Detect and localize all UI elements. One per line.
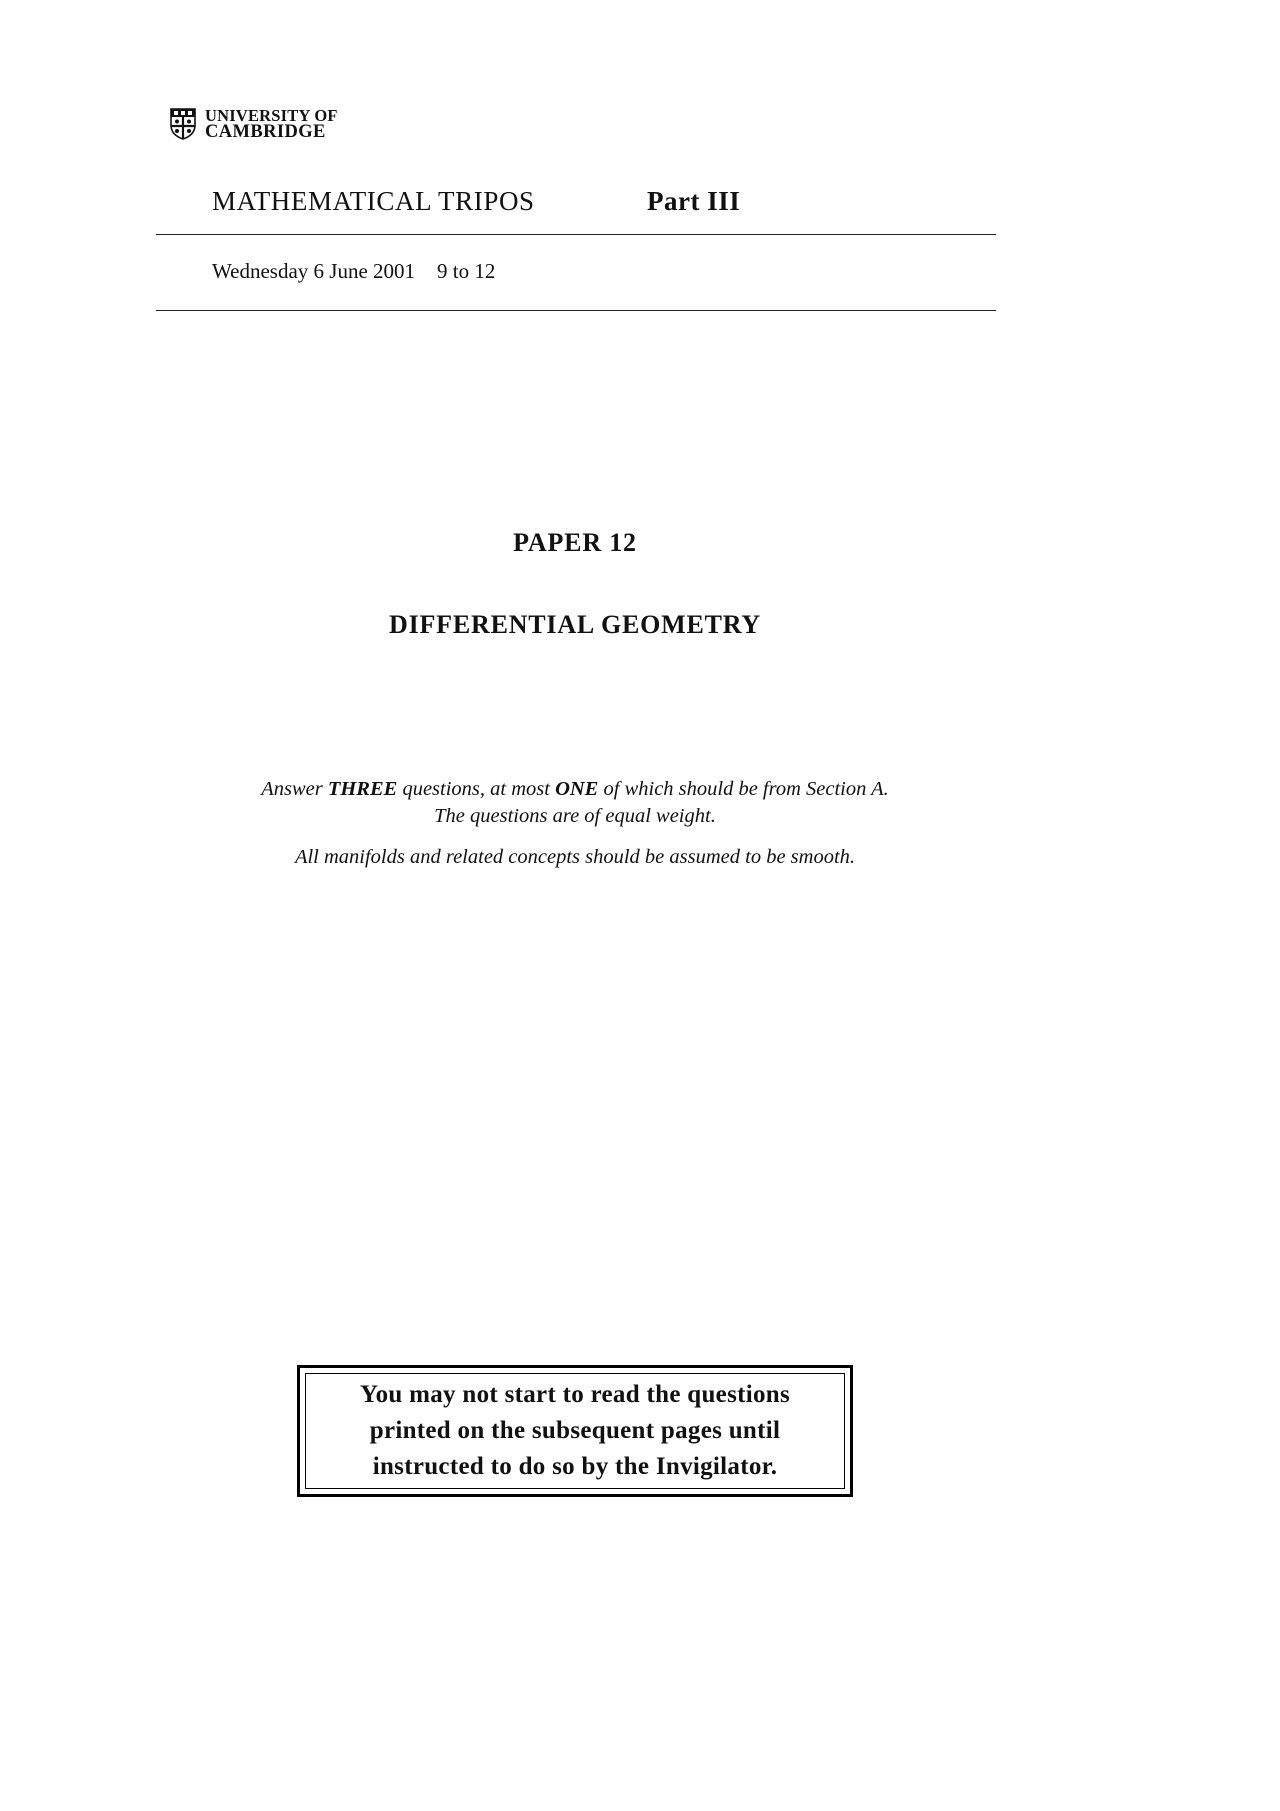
university-logo (170, 104, 338, 144)
university-crest-icon (170, 108, 196, 140)
instruction-line-3: All manifolds and related concepts should be assumed to be smooth. (294, 846, 856, 868)
invigilator-notice-inner (305, 1373, 845, 1489)
instruction-line-2: The questions are of equal weight. (434, 805, 716, 827)
exam-date: Wednesday 6 June 2001 (212, 259, 416, 283)
header-rule-top (156, 234, 996, 235)
instruction-line-1 (0, 778, 1150, 801)
logo-text (205, 107, 338, 141)
paper-subject: DIFFERENTIAL GEOMETRY (389, 610, 761, 639)
notice-line: printed on the subsequent pages until (369, 1417, 781, 1444)
logo-line-2: CAMBRIDGE (205, 122, 326, 142)
paper-number: PAPER 12 (513, 528, 637, 557)
instruction-emphasis: ONE (555, 778, 599, 800)
exam-date-time (212, 259, 495, 284)
instruction-text: questions, at most (397, 778, 556, 800)
instruction-text: Answer (261, 778, 328, 800)
exam-title: MATHEMATICAL TRIPOS (212, 186, 535, 216)
notice-line: You may not start to read the questions (360, 1381, 790, 1408)
instruction-text: of which should be from Section A. (598, 778, 889, 800)
invigilator-notice-box (297, 1365, 853, 1497)
logo-line-1: UNIVERSITY OF (205, 106, 338, 125)
notice-line: instructed to do so by the Invigilator. (372, 1453, 778, 1480)
header-rule-bottom (156, 310, 996, 311)
exam-time: 9 to 12 (437, 259, 496, 283)
instruction-emphasis: THREE (327, 778, 398, 800)
exam-part: Part III (647, 186, 741, 216)
